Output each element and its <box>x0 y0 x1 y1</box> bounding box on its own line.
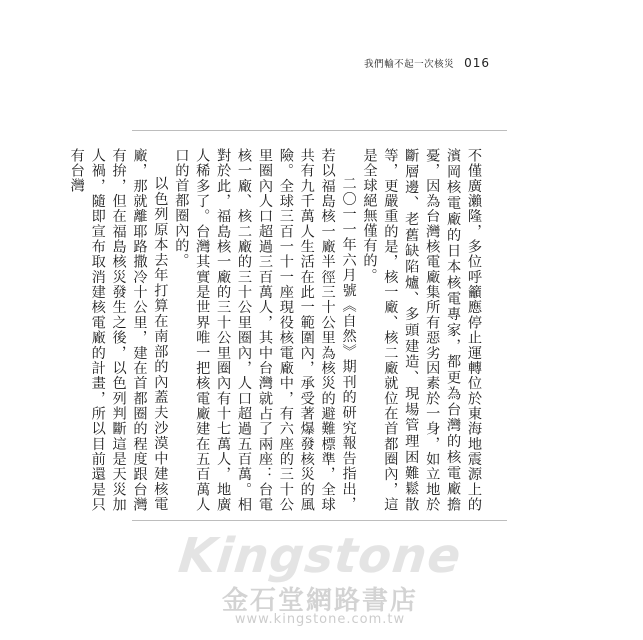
paragraph: 以色列原本去年打算在南部的內蓋夫沙漠中建核電廠，那就離耶路撒冷十公里，建在首都圈的程度跟台灣有拚，但在福島核災發生之後，以色列判斷這是天災加人禍，隨即宣布取消建核電廠的計畫，所以目前還是只有台灣 <box>68 148 169 512</box>
paragraph: 二〇一一年六月號《自然》期刊的研究報告指出，若以福島核一廠半徑三十公里為核災的避難標準，全球共有九千萬人生活在此一範圍內，承受著爆發核災的風險。全球三百一十一座現役核電廠中，有六座的三十公里圈內人口超過三百萬人，其中台灣就占了兩座：台電核一廠、核二廠的三十公里圈內，人口超過五百萬。相對於此，福島核一廠的三十公里圈內有十七萬人，地廣人稀多了。台灣其實是世界唯一把核電廠建在五百萬人口的首都圈內的。 <box>173 148 357 512</box>
watermark-url: www.kingstone.com.tw <box>234 612 406 627</box>
watermark-logo: Kingstone <box>175 528 465 584</box>
bottom-rule <box>132 520 507 521</box>
paragraph: 不僅廣瀨隆，多位呼籲應停止運轉位於東海地震源上的濱岡核電廠的日本核電專家，都更為台灣的核電廠擔憂，因為台灣核電廠集所有惡劣因素於一身，如立地於斷層邊、老舊缺陷爐、多頭建造、現場管理困難鬆散等，更嚴重的是，核一廠、核二廠就位在首都圈內，這是全球絕無僅有的。 <box>361 148 482 512</box>
page-number: 016 <box>464 56 490 70</box>
body-text <box>68 148 484 512</box>
watermark-store-name: 金石堂網路書店 <box>221 586 418 616</box>
book-title: 我們輸不起一次核災 <box>364 59 455 70</box>
top-rule <box>132 130 507 131</box>
running-header <box>364 56 490 70</box>
